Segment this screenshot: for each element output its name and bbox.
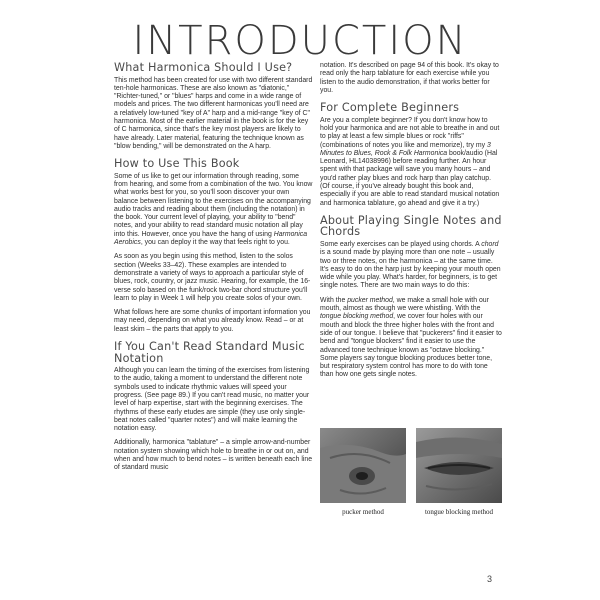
pucker-method-photo (320, 428, 406, 503)
photo-caption-pucker: pucker method (342, 508, 384, 516)
section-heading-cant-read-notation: If You Can't Read Standard Music Notation (114, 340, 305, 365)
page-number: 3 (487, 574, 493, 584)
paragraph: Some of us like to get our information through reading, some from hearing, and some from a combination of the two. You know what works best for you, so you'll soon discover your own balance between listening to the exercises on the accompanying audio tracks and reading about them (including the notation) in the book. Your current level of playing, your ability to "bend" notes, and your ability to read standard music notation all play into this. However, once you have the hang of using Harmonica Aerobics, you can deploy it the way that feels right to you. (114, 172, 313, 247)
paragraph: Additionally, harmonica "tablature" – a simple arrow-and-number notation system showing which hole to breathe in or out on, and when and how much to bend notes – is written beneath each line of standard music (114, 439, 313, 472)
section-heading-single-notes-chords: About Playing Single Notes and Chords (320, 213, 502, 239)
paragraph: Are you a complete beginner? If you don't know how to hold your harmonica and are not able to breathe in and out to play at least a few simple blues or rock "riffs" (combinations of notes you like and memorize), try my 3 Minutes to Blues, Rock & Folk Harmonica book/audio (Hal Leonard, HL14038996) before reading further. An hour spent with that package will save you many hours – and you'd rather play blues and rock harp than play catchup. (Of course, if you've already bought this book and, especially if you are able to read standard musical notation and harmonica tablature, go ahead and give it a try.) (320, 116, 500, 207)
paragraph: Although you can learn the timing of the exercises from listening to the audio, taking a moment to understand the different note symbols used to indicate rhythmic values will speed your progress. (See page 89.) If you can't read music, no matter your level of harp expertise, start with the beginning exercises. The rhythms of these early etudes are simple (they use only single-beat notes called "quarter notes") and will make learning the notation easy. (114, 367, 310, 433)
right-column (320, 62, 502, 380)
section-heading-which-harmonica: What Harmonica Should I Use? (114, 61, 293, 74)
section-heading-how-to-use: How to Use This Book (114, 157, 240, 171)
tongue-blocking-photo (416, 428, 502, 503)
photo-caption-tongue-blocking: tongue blocking method (424, 508, 494, 516)
paragraph: As soon as you begin using this method, listen to the solos section (Weeks 33–42). These examples are intended to demonstrate a variety of ways to approach a particular style of blues, rock, country, or jazz music. Hearing, for example, the 16-verse solo based on the funk/rock two-bar chord structure you'll learn to play in Week 1 will help you create solos of your own. (114, 253, 311, 302)
section-heading-complete-beginners: For Complete Beginners (320, 101, 460, 115)
paragraph: notation. It's described on page 94 of this book. It's okay to read only the harp tablature for each exercise while you listen to the audio demonstration, if that works better for you. (320, 62, 499, 94)
page-title: INTRODUCTION (132, 18, 468, 64)
photo-pair (320, 428, 502, 516)
paragraph: What follows here are some chunks of important information you may need, depending on what you already know. Read – or at least skim – the parts that apply to you. (114, 309, 311, 333)
left-column (114, 62, 314, 473)
paragraph: This method has been created for use with two different standard ten-hole harmonicas. These are also known as "diatonic," "Richter-tuned," or "blues" harps and come in a wide range of models and prices. The two different harmonicas you'll need are a relatively low-tuned "key of A" harp and a mid-range "key of C" harmonica. Most of the earlier material in the book is for the key of C harmonica, since that's the key most players are likely to have already. Later material, featuring the technique known as "blow bending," will be demonstrated on the A harp. (114, 76, 313, 150)
paragraph: Some early exercises can be played using chords. A chord is a sound made by playing more than one note – usually two or three notes, on the harmonica – at the same time. It's easy to do on the harp just by keeping your mouth open wide while you play. What's harder, for beginners, is to get single notes. There are two main ways to do this: (320, 240, 501, 290)
paragraph: With the pucker method, we make a small hole with our mouth, almost as though we were whistling. With the tongue blocking method, we cover four holes with our mouth and block the three higher holes with the front and side of our tongue. I believe that "puckerers" find it easier to bend and "tongue blockers" find it easier to use the advanced tone technique known as "octave blocking." Some players say tongue blocking produces better tone, but respiratory system control has more to do with tone than how one gets single notes. (320, 296, 502, 379)
